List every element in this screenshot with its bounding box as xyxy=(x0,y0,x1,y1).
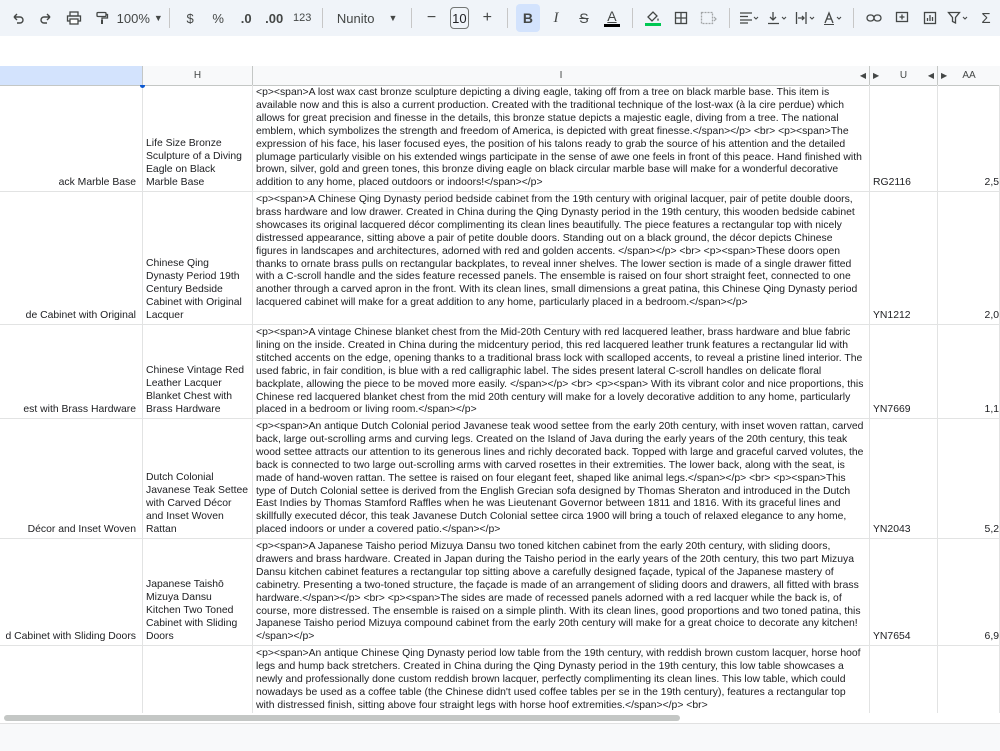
cell-aa[interactable] xyxy=(938,325,1000,418)
fill-color-icon[interactable] xyxy=(641,4,665,32)
cell-g[interactable] xyxy=(0,325,143,418)
sheet-bottom-bar xyxy=(0,723,1000,751)
bold-button[interactable]: B xyxy=(516,4,540,32)
cell-text: Dutch Colonial Javanese Teak Settee with Carved Décor and Inset Woven Rattan xyxy=(146,472,249,536)
cell-text: Chinese Vintage Red Leather Lacquer Blanket Chest with Brass Hardware xyxy=(146,365,245,416)
hidden-columns-arrow-icon[interactable]: ▶ xyxy=(873,71,880,80)
increase-decimal-label: .00 xyxy=(265,10,284,26)
cell-text: ack Marble Base xyxy=(58,177,136,189)
italic-button[interactable]: I xyxy=(553,9,559,26)
column-header-u[interactable] xyxy=(870,66,938,85)
functions-button[interactable]: Σ xyxy=(981,9,991,27)
text-color-button[interactable] xyxy=(600,4,624,32)
font-name: Nunito xyxy=(336,10,375,26)
cell-g[interactable] xyxy=(0,419,143,538)
cell-text: 1,1 xyxy=(984,404,999,416)
cell-text: <p><span>An antique Dutch Colonial period Javanese teak wood settee from the early 20th century, with inset woven rattan, carved back, large out-scrolling arms and curving legs. Created on the Island of Java during the early years of the 20th century, this teak wood settee attracts our attention to its generous lines and richly decorated back. Topped with large and graceful carved volutes, the back is connected to two large out-scrolling arms with carved rosettes in their extremities. The lower back, along with the seat, is made of hand-woven rattan. The settee is raised on four elegant feet, shaped like animal legs.</span></p> <br> <p><span>This type of Dutch Colonial settee is derived from the English Grecian sofa designed by Thomas Sheraton and introduced in the Dutch East Indies by Thomas Stamford Raffles when he was Lieutenant Governor between 1811 and 1816. With its graceful lines and skillfully executed décor, this teak Javanese Dutch Colonial settee circa 1900 will bring a touch of relaxed elegance to any home, placed indoors or under a covered patio.</span></p> xyxy=(256,421,864,536)
hidden-columns-arrow-icon[interactable]: ▶ xyxy=(941,71,948,80)
cell-u[interactable] xyxy=(870,419,938,538)
increase-decimal-button[interactable] xyxy=(262,4,286,32)
table-row xyxy=(0,646,1000,713)
decrease-decimal-label: .0 xyxy=(240,10,252,26)
vertical-align-icon[interactable] xyxy=(765,4,789,32)
sheet-grid xyxy=(0,85,1000,713)
print-icon[interactable] xyxy=(62,4,86,32)
cell-i[interactable] xyxy=(253,646,870,713)
zoom-select[interactable] xyxy=(118,4,161,32)
cell-text: <p><span>A Japanese Taisho period Mizuya Dansu two toned kitchen cabinet from the early 20th century, with sliding doors, drawers and brass hardware. Created in Japan during the Taisho period in the early years of the 20th century, this two part Mizuya Dansu kitchen cabinet features a rectangular top sitting above a carefully designed façade, typical of the Japanese mastery of cabinetry. Presenting a two-toned structure, the façade is made of an arrangement of sliding doors and drawers, all fitted with brass hardware.</span></p> <br> <p><span>The sides are made of recessed panels adorned with a red lacquer while the back is, of course, more distressed. The ensemble is raised on a simple plinth. With its clean lines, good proportions and two toned patina, this Japanese Taisho period Mizuya compound cabinet from the early 20th century will make for a great choice to decorate any kitchen!</span></p> xyxy=(256,541,861,643)
column-header-aa[interactable] xyxy=(938,66,1000,85)
cell-g[interactable] xyxy=(0,646,143,713)
cell-u[interactable] xyxy=(870,192,938,324)
text-rotation-icon[interactable] xyxy=(821,4,845,32)
filter-icon[interactable] xyxy=(946,4,970,32)
cell-text: RG2116 xyxy=(873,177,911,189)
cell-text: Japanese Taishō Mizuya Dansu Kitchen Two Toned Cabinet with Sliding Doors xyxy=(146,579,238,643)
cell-text: <p><span>A vintage Chinese blanket chest from the Mid-20th Century with red lacquered leather, brass hardware and blue fabric lining on the inside. Created in China during the midcentury period, this red lacquered leather trunk features a rectangular lid with stitched accents on the edge, opening thanks to a traditional brass lock with scalloped accents, to reveal a pristine lined interior. The used fabric, in fair condition, is blue with a red calligraphic label. The sides present lateral C-scroll handles on delicate floral backplate, allowing the piece to be moved more easily. </span></p> <br> <p><span> With its vibrant color and nice proportions, this Chinese red lacquered blanket chest from the mid 20th century will make for a lovely decorative addition to any home, particularly placed in a bedroom or living room.</span></p> xyxy=(256,327,864,416)
cell-text: YN2043 xyxy=(873,524,911,536)
cell-u[interactable] xyxy=(870,325,938,418)
font-select[interactable] xyxy=(331,4,403,32)
cell-aa[interactable] xyxy=(938,419,1000,538)
cell-g[interactable] xyxy=(0,85,143,191)
cell-u[interactable] xyxy=(870,539,938,645)
cell-h[interactable] xyxy=(143,325,253,418)
column-expand-left-icon[interactable]: ◀ xyxy=(859,71,866,80)
toolbar-divider xyxy=(729,8,730,28)
text-color-bar xyxy=(604,24,620,27)
font-size-input[interactable]: 10 xyxy=(450,7,470,29)
insert-comment-icon[interactable] xyxy=(890,4,914,32)
cell-h[interactable] xyxy=(143,85,253,191)
cell-h[interactable] xyxy=(143,539,253,645)
cell-i[interactable] xyxy=(253,419,870,538)
cell-aa[interactable] xyxy=(938,192,1000,324)
cell-text: <p><span>A Chinese Qing Dynasty period bedside cabinet from the 19th century with original lacquer, pair of petite double doors, brass hardware and low drawer. Created in China during the Qing Dynasty period in the 19th century, this wooden bedside cabinet showcases its original lacquered décor complimenting its clean lines beautifully. The piece features a rectangular top with nicely distressed appearance, sitting above a pair of petite double doors. Standing out on a black ground, the décor depicts Chinese figures in landscapes and architectures, adorned with red and golden accents. </span></p> <br> <p><span>These doors open thanks to ornate brass pulls on rectangular backplates, to reveal inner shelves. The lower section is made of a single drawer fitted with a C-scroll handle and the sides feature recessed panels. The ensemble is raised on four short straight feet, connected to one another through a carved apron in the front. With its clean lines, small dimensions a great patina, this Chinese Qing Dynasty period lacquered cabinet will make for a great addition to any home, particularly placed in a bedroom.</span></p> xyxy=(256,194,858,309)
cell-text: <p><span>A lost wax cast bronze sculpture depicting a diving eagle, taking off from a tree on black marble base. This item is available now and this is also a current production. Created with the traditional technique of the lost-wax (à la cire perdue) which allows for great precision and finesse in the details, this bronze statue depicts a majestic eagle, diving from a tree. The national emblem, which symbolizes the strength and freedom of America, is depicted with great finesse.</span></p> <br> <p><span>The expression of his face, his laser focused eyes, the position of his talons ready to grab the source of his attention and the detailed plumage particularly visible on his extended wings participate in the sense of awe one feels in front of this peace. Hand finished with brown, silver, gold and green tones, this bronze diving eagle on black circular marble base will make for a wonderful decorative addition to any home, placed outdoors or indoors!</span></p> xyxy=(256,87,862,189)
cell-u[interactable] xyxy=(870,85,938,191)
cell-text: Life Size Bronze Sculpture of a Diving Eagle on Black Marble Base xyxy=(146,138,242,189)
undo-icon[interactable] xyxy=(6,4,30,32)
cell-aa[interactable] xyxy=(938,85,1000,191)
cell-i[interactable] xyxy=(253,192,870,324)
cell-i[interactable] xyxy=(253,325,870,418)
cell-g[interactable] xyxy=(0,192,143,324)
horizontal-align-icon[interactable] xyxy=(737,4,761,32)
cell-text: de Cabinet with Original xyxy=(25,310,136,322)
cell-h[interactable] xyxy=(143,192,253,324)
decrease-decimal-button[interactable] xyxy=(234,4,258,32)
insert-chart-icon[interactable] xyxy=(918,4,942,32)
table-row xyxy=(0,192,1000,325)
increase-font-size-button[interactable]: + xyxy=(482,9,492,26)
number-format-label: 123 xyxy=(292,12,312,24)
toolbar-divider xyxy=(169,8,170,28)
cell-text: 6,9 xyxy=(984,631,999,643)
cell-u[interactable] xyxy=(870,646,938,713)
column-header-u-label: U xyxy=(899,70,908,81)
table-row xyxy=(0,85,1000,192)
horizontal-scrollbar-thumb[interactable] xyxy=(4,715,680,721)
number-format-button[interactable] xyxy=(290,4,314,32)
zoom-value: 100% xyxy=(116,10,150,26)
cell-i[interactable] xyxy=(253,85,870,191)
column-headers xyxy=(0,66,1000,86)
table-row xyxy=(0,325,1000,419)
cell-text: Décor and Inset Woven xyxy=(27,524,136,536)
toolbar-divider xyxy=(507,8,508,28)
cell-text: 5,2 xyxy=(984,524,999,536)
percent-button[interactable]: % xyxy=(212,10,224,26)
column-header-g[interactable] xyxy=(0,66,143,85)
toolbar-divider xyxy=(853,8,854,28)
cell-h[interactable] xyxy=(143,419,253,538)
text-wrapping-icon[interactable] xyxy=(793,4,817,32)
caret-down-icon: ▼ xyxy=(388,13,398,23)
redo-icon[interactable] xyxy=(34,4,58,32)
column-header-aa-label: AA xyxy=(962,70,976,81)
toolbar-divider xyxy=(632,8,633,28)
toolbar xyxy=(0,0,1000,36)
toolbar-divider xyxy=(411,8,412,28)
insert-link-icon[interactable] xyxy=(862,4,886,32)
cell-text: Chinese Qing Dynasty Period 19th Century Bedside Cabinet with Original Lacquer xyxy=(146,258,242,322)
strikethrough-button[interactable]: S xyxy=(579,10,589,26)
column-header-h[interactable]: H xyxy=(143,66,253,85)
cell-text: 2,5 xyxy=(984,177,999,189)
cell-text: <p><span>An antique Chinese Qing Dynasty period low table from the 19th century, with reddish brown custom lacquer, horse hoof legs and hump back stretchers. Created in China during the Qing Dynasty period in the 19th century, this low table showcases a newly and professionally done custom reddish brown lacquer, perfectly complimenting its clean lines. This low table, which could nowadays be used as a coffee table (the Chinese didn't used coffee tables per se in the 19th century), features a rectangular top with distressed finish, sitting above four straight legs with horse hoof extremities.</span></p> <br> xyxy=(256,648,861,711)
cell-g[interactable] xyxy=(0,539,143,645)
cell-text: 2,0 xyxy=(984,310,999,322)
cell-text: YN1212 xyxy=(873,310,911,322)
paint-format-icon[interactable] xyxy=(90,4,114,32)
toolbar-divider xyxy=(322,8,323,28)
cell-text: YN7654 xyxy=(873,631,911,643)
horizontal-scrollbar[interactable] xyxy=(0,713,1000,723)
column-header-i[interactable] xyxy=(253,66,870,85)
cell-aa[interactable] xyxy=(938,539,1000,645)
caret-down-icon: ▼ xyxy=(153,13,163,23)
fill-color-bar xyxy=(645,23,661,26)
cell-i[interactable] xyxy=(253,539,870,645)
merge-cells-icon[interactable] xyxy=(697,4,721,32)
cell-text: est with Brass Hardware xyxy=(23,404,136,416)
hidden-columns-arrow-icon[interactable]: ◀ xyxy=(927,71,934,80)
formula-bar[interactable] xyxy=(0,36,1000,67)
text-color-letter: A xyxy=(607,8,617,24)
cell-text: YN7669 xyxy=(873,404,911,416)
cell-aa[interactable] xyxy=(938,646,1000,713)
borders-icon[interactable] xyxy=(669,4,693,32)
decrease-font-size-button[interactable]: − xyxy=(426,9,437,26)
column-header-i-label: I xyxy=(559,70,563,81)
cell-h[interactable] xyxy=(143,646,253,713)
table-row xyxy=(0,539,1000,646)
cell-text: d Cabinet with Sliding Doors xyxy=(5,631,136,643)
table-row xyxy=(0,419,1000,539)
currency-button[interactable]: $ xyxy=(186,10,194,26)
